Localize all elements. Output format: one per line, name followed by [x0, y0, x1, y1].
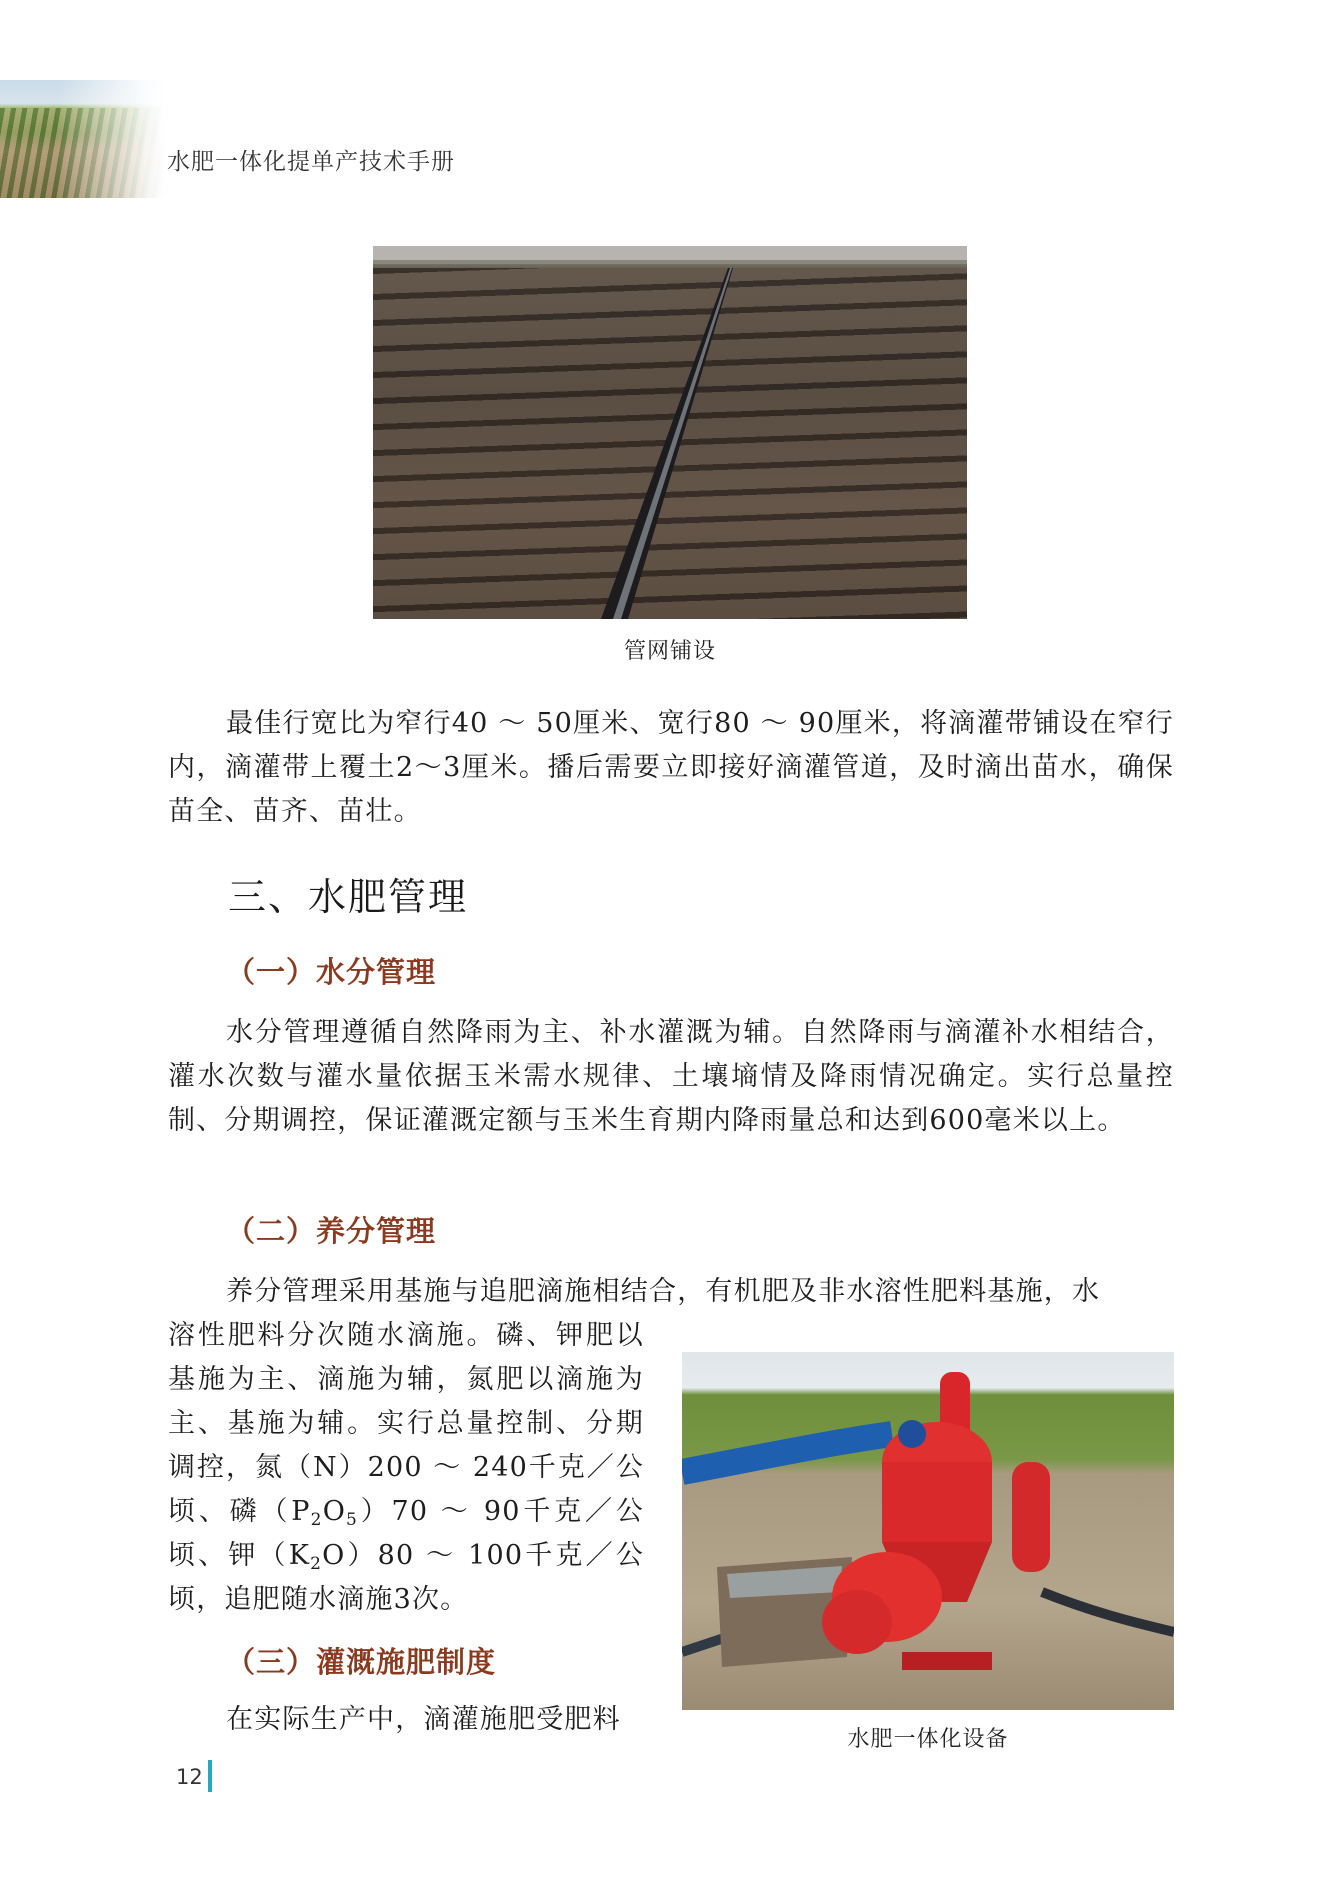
- section-title-water-fertilizer-management: 三、水肥管理: [228, 875, 469, 919]
- figure-fertigation-equipment: [682, 1352, 1174, 1710]
- nutrient-text-o: O: [322, 1496, 347, 1527]
- caption-pipe-network: 管网铺设: [623, 639, 716, 664]
- paragraph-nutrient-rest: [168, 1314, 644, 1622]
- subscript-k-2: 2: [310, 1554, 323, 1574]
- nutrient-text-a: 溶性肥料分次随水滴施。磷、钾肥以基施为主、滴施为辅，氮肥以滴施为主、基施为辅。实行总量控制、分期调控，氮（N）200 ～ 240千克／公顷、磷（P: [168, 1320, 644, 1527]
- page-number: 12: [176, 1765, 203, 1789]
- paragraph-row-spacing: 最佳行宽比为窄行40 ～ 50厘米、宽行80 ～ 90厘米，将滴灌带铺设在窄行内，滴灌带上覆土2～3厘米。播后需要立即接好滴灌管道，及时滴出苗水，确保苗全、苗齐、苗壮。: [168, 708, 1174, 827]
- page-number-bar: [208, 1760, 212, 1792]
- paragraph-irrigation-start: 在实际生产中，滴灌施肥受肥料: [226, 1704, 621, 1735]
- figure-pipe-network: [373, 246, 967, 619]
- header-corner-photo: [0, 80, 165, 198]
- nutrient-text-c: O）80 ～ 100千克／公顷，追肥随水滴施3次。: [168, 1540, 644, 1615]
- subsection-title-irrigation-fertilization-regime: （三）灌溉施肥制度: [226, 1645, 497, 1679]
- running-header: 水肥一体化提单产技术手册: [167, 149, 455, 175]
- subsection-title-nutrient-management: （二）养分管理: [226, 1214, 437, 1248]
- caption-fertigation-equipment: 水肥一体化设备: [847, 1727, 1009, 1752]
- paragraph-water-management: 水分管理遵循自然降雨为主、补水灌溉为辅。自然降雨与滴灌补水相结合，灌水次数与灌水量依据玉米需水规律、土壤墒情及降雨情况确定。实行总量控制、分期调控，保证灌溉定额与玉米生育期内降雨量总和达到600毫米以上。: [168, 1017, 1174, 1136]
- nutrient-text-b: ）70 ～ 90千克／公顷、钾（K: [168, 1496, 644, 1571]
- paragraph-nutrient-line1: 养分管理采用基施与追肥滴施相结合，有机肥及非水溶性肥料基施，水: [226, 1276, 1101, 1307]
- subscript-p-2: 2: [310, 1510, 323, 1530]
- subscript-o-5: 5: [346, 1510, 359, 1530]
- subsection-title-water-management: （一）水分管理: [226, 955, 437, 989]
